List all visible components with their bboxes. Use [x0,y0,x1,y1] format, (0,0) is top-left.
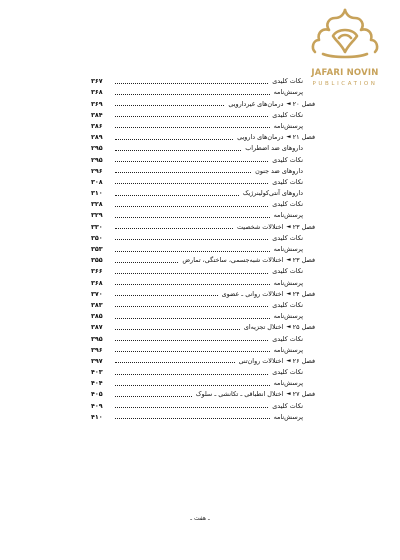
toc-page-number: ۳۸۷ [91,323,103,332]
toc-entry-title: اختلالات روانی ـ عضوی [221,289,284,298]
toc-page-number: ۴۰۵ [91,390,103,399]
toc-chapter-row [91,387,315,398]
dot-leader [115,217,270,218]
toc-entry-title: پرسش‌نامه [273,412,303,421]
dot-leader [115,284,270,285]
toc-row [91,152,315,163]
toc-row [91,365,315,376]
toc-entry-title: پرسش‌نامه [273,88,303,97]
toc-page-number: ۲۹۵ [91,144,103,153]
toc-page-number: ۳۱۰ [91,189,103,198]
toc-page-number: ۲۹۵ [91,155,103,164]
toc-row [91,331,315,342]
toc-row [91,164,315,175]
toc-row [91,275,315,286]
dot-leader [115,396,192,397]
toc-page-number: ۴۰۴ [91,379,103,388]
dot-leader [115,161,268,162]
publisher-subtitle: PUBLICATION [312,81,378,87]
toc-page-number: ۳۶۹ [91,99,103,108]
toc-page-number: ۳۸۶ [91,121,103,130]
dot-leader [115,306,268,307]
toc-page-number: ۳۲۹ [91,211,103,220]
toc-row [91,108,315,119]
chapter-number: فصل ۲۵ [292,323,315,332]
dot-leader [115,362,235,363]
dot-leader [115,340,268,341]
toc-row [91,242,315,253]
toc-chapter-row [91,219,315,230]
toc-entry-title: پرسش‌نامه [273,245,303,253]
dot-leader [115,385,270,386]
dot-leader [115,127,270,128]
toc-entry-title: پرسش‌نامه [273,211,303,220]
toc-row [91,410,315,421]
toc-page-number: ۳۰۸ [91,177,103,186]
toc-entry-title: نکات کلیدی [272,77,303,86]
toc-page-number: ۲۹۶ [91,166,103,175]
toc-page-number: ۳۹۷ [91,356,103,365]
toc-row [91,197,315,208]
toc-page-number: ۳۶۸ [91,278,103,287]
publisher-name: JAFARI NOVIN [311,68,379,78]
toc-entry-title: نکات کلیدی [272,233,303,242]
dot-leader [115,251,270,252]
dot-leader [115,83,268,84]
dot-leader [115,318,270,319]
chapter-arrow-icon: ◄ [286,134,291,141]
toc-page-number: ۴۰۳ [91,368,103,377]
chapter-arrow-icon: ◄ [286,391,291,398]
toc-row [91,309,315,320]
toc-entry-title: اختلالات شبه‌جسمی، ساختگی، تمارض [182,256,284,265]
chapter-arrow-icon: ◄ [286,100,291,107]
toc-entry-title: پرسش‌نامه [273,379,303,388]
toc-entry-title: پرسش‌نامه [273,121,303,130]
chapter-arrow-icon: ◄ [286,223,291,230]
toc-page-number: ۳۸۳ [91,300,103,309]
toc-entry-title: نکات کلیدی [272,177,303,186]
toc-page-number: ۳۵۰ [91,233,103,242]
toc-entry-title: اختلال تجزیه‌ای [243,323,284,332]
toc-entry-title: نکات کلیدی [272,267,303,276]
dot-leader [115,139,233,140]
dot-leader [115,116,268,117]
toc-chapter-row [91,320,315,331]
toc-page-number: ۳۸۴ [91,110,103,119]
toc-entry-title: درمان‌های غیردارویی [228,99,284,108]
dot-leader [115,239,268,240]
chapter-number: فصل ۲۳ [292,222,315,231]
chapter-number: فصل ۲۳ [292,256,315,265]
dot-leader [115,94,270,95]
toc-page-number: ۴۱۰ [91,412,103,421]
toc-entry-title: اختلالات روان‌تنی [238,356,284,365]
toc-row [91,231,315,242]
dot-leader [115,206,268,207]
dot-leader [115,150,241,151]
toc-entry-title: نکات کلیدی [272,401,303,410]
toc-chapter-row [91,253,315,264]
toc-entry-title: نکات کلیدی [272,155,303,164]
toc-page-number: ۳۷۰ [91,289,103,298]
toc-chapter-row [91,96,315,107]
toc-entry-title: نکات کلیدی [272,334,303,343]
dot-leader [115,273,268,274]
chapter-arrow-icon: ◄ [286,357,291,364]
toc-page-number: ۳۹۶ [91,345,103,354]
chapter-arrow-icon: ◄ [286,324,291,331]
toc-page-number: ۳۳۰ [91,222,103,231]
toc-page-number: ۴۰۹ [91,401,103,410]
dot-leader [115,105,224,106]
toc-row [91,74,315,85]
dot-leader [115,183,268,184]
toc-entry-title: نکات کلیدی [272,110,303,119]
toc-page-number: ۳۹۵ [91,334,103,343]
toc-entry-title: پرسش‌نامه [273,278,303,287]
dot-leader [115,374,268,375]
toc-entry-title: درمان‌های دارویی [237,133,284,142]
toc-entry-title: اختلال انطباقی ـ تکانشی ـ سلوک [195,390,284,399]
chapter-arrow-icon: ◄ [286,257,291,264]
chapter-number: فصل ۲۰ [292,99,315,108]
toc-row [91,376,315,387]
chapter-number: فصل ۲۴ [292,289,315,298]
toc-page-number: ۲۸۹ [91,133,103,142]
table-of-contents [91,74,315,421]
dot-leader [115,407,268,408]
toc-chapter-row [91,287,315,298]
dot-leader [115,195,239,196]
toc-row [91,141,315,152]
toc-entry-title: پرسش‌نامه [273,312,303,321]
toc-chapter-row [91,354,315,365]
dot-leader [115,262,178,263]
toc-page-number: ۳۸۵ [91,312,103,321]
toc-row [91,186,315,197]
toc-row [91,343,315,354]
toc-page-number: ۳۵۳ [91,245,103,253]
toc-row [91,208,315,219]
toc-row [91,398,315,409]
toc-row [91,119,315,130]
toc-row [91,175,315,186]
dot-leader [115,228,233,229]
toc-page-number: ۳۶۸ [91,88,103,97]
dot-leader [115,351,270,352]
toc-entry-title: نکات کلیدی [272,368,303,377]
publisher-emblem-icon [309,6,381,66]
toc-chapter-row [91,130,315,141]
toc-row [91,85,315,96]
toc-row [91,264,315,275]
toc-entry-title: اختلالات شخصیت [237,222,284,231]
dot-leader [115,329,240,330]
toc-entry-title: داروهای ضد اضطراب [245,144,303,153]
chapter-arrow-icon: ◄ [286,290,291,297]
page-number-footer: ـ هفت ـ [190,515,210,522]
toc-entry-title: پرسش‌نامه [273,345,303,354]
toc-page-number: ۳۲۸ [91,200,103,209]
dot-leader [115,418,270,419]
toc-entry-title: داروهای آنتی‌کولینرژیک [242,189,303,198]
toc-entry-title: داروهای ضد جنون [255,166,303,175]
toc-entry-title: نکات کلیدی [272,300,303,309]
chapter-number: فصل ۲۷ [292,390,315,399]
chapter-number: فصل ۲۶ [292,356,315,365]
toc-page-number: ۳۶۶ [91,267,103,276]
toc-page-number: ۳۵۵ [91,256,103,265]
dot-leader [115,295,218,296]
toc-entry-title: نکات کلیدی [272,200,303,209]
chapter-number: فصل ۲۱ [292,133,315,142]
dot-leader [115,172,251,173]
toc-page-number: ۳۶۷ [91,77,103,86]
toc-row [91,298,315,309]
